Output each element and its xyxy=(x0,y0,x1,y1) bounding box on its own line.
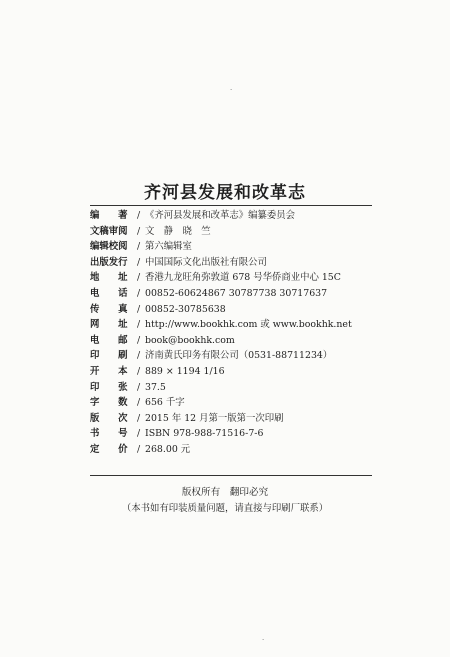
colophon-label: 电 邮 xyxy=(90,334,128,346)
colophon-value: 268.00 元 xyxy=(145,443,191,455)
colophon-value: 889 × 1194 1/16 xyxy=(145,365,225,377)
colophon-value: 第六编辑室 xyxy=(145,241,192,253)
colophon-separator: / xyxy=(137,319,141,331)
colophon-value: 济南黄氏印务有限公司（0531-88711234） xyxy=(145,350,333,362)
scan-dot-bottom: · xyxy=(262,636,265,644)
colophon-label: 电 话 xyxy=(90,287,128,299)
colophon-label: 印 刷 xyxy=(90,350,128,362)
colophon-label: 编辑校阅 xyxy=(90,241,128,253)
colophon-separator: / xyxy=(137,303,141,315)
colophon-row-format xyxy=(90,364,380,380)
scan-dot-top: · xyxy=(230,86,233,94)
copyright-statement: 版权所有 翻印必究 xyxy=(181,487,269,498)
colophon-label: 印 张 xyxy=(90,381,128,393)
colophon-separator: / xyxy=(137,272,141,284)
colophon-row-sheets xyxy=(90,380,380,396)
colophon-label: 定 价 xyxy=(90,443,128,455)
bottom-divider xyxy=(90,475,372,476)
colophon-separator: / xyxy=(137,241,141,253)
quality-notice: （本书如有印装质量问题，请直接与印刷厂联系） xyxy=(121,503,329,514)
colophon-value: 656 千字 xyxy=(145,397,185,409)
colophon-separator: / xyxy=(137,350,141,362)
colophon-separator: / xyxy=(137,210,141,221)
colophon-separator: / xyxy=(137,365,141,377)
colophon-row-wordcount xyxy=(90,395,380,411)
colophon-separator: / xyxy=(137,334,141,346)
colophon-label: 版 次 xyxy=(90,412,128,424)
colophon-label: 出版发行 xyxy=(90,256,128,268)
colophon-row-phone xyxy=(90,286,380,302)
colophon-separator: / xyxy=(137,412,141,424)
colophon-row-website xyxy=(90,317,380,333)
colophon-row-edition xyxy=(90,411,380,427)
colophon-list xyxy=(90,208,380,458)
colophon-row-isbn xyxy=(90,426,380,442)
colophon-separator: / xyxy=(137,225,141,237)
colophon-row-editor xyxy=(90,239,380,255)
colophon-value: 37.5 xyxy=(145,381,166,393)
colophon-label: 地 址 xyxy=(90,272,128,284)
colophon-label: 书 号 xyxy=(90,428,128,440)
colophon-row-reviewer xyxy=(90,224,380,240)
colophon-separator: / xyxy=(137,397,141,409)
colophon-label: 开 本 xyxy=(90,365,128,377)
colophon-separator: / xyxy=(137,287,141,299)
colophon-row-email xyxy=(90,333,380,349)
colophon-row-fax xyxy=(90,302,380,318)
colophon-value: 中国国际文化出版社有限公司 xyxy=(145,256,267,268)
colophon-separator: / xyxy=(137,428,141,440)
colophon-value: 00852-60624867 30787738 30717637 xyxy=(145,287,328,299)
colophon-separator: / xyxy=(137,381,141,393)
colophon-label: 传 真 xyxy=(90,303,128,315)
colophon-row-address xyxy=(90,270,380,286)
colophon-value: 00852-30785638 xyxy=(145,303,226,315)
colophon-value: ISBN 978-988-71516-7-6 xyxy=(145,428,264,440)
colophon-value: 《齐河县发展和改革志》编纂委员会 xyxy=(145,210,296,221)
colophon-value: 文 静 晓 竺 xyxy=(145,225,211,237)
top-divider xyxy=(90,205,372,206)
colophon-label: 文稿审阅 xyxy=(90,225,128,237)
book-title: 齐河县发展和改革志 xyxy=(144,183,306,203)
colophon-label: 字 数 xyxy=(90,397,128,409)
colophon-row-publisher xyxy=(90,255,380,271)
colophon-value: book@bookhk.com xyxy=(145,334,235,346)
colophon-value: 香港九龙旺角弥敦道 678 号华侨商业中心 15C xyxy=(145,272,341,284)
colophon-separator: / xyxy=(137,443,141,455)
colophon-row-author xyxy=(90,208,380,224)
colophon-label: 编 著 xyxy=(90,210,128,221)
colophon-separator: / xyxy=(137,256,141,268)
colophon-value: http://www.bookhk.com 或 www.bookhk.net xyxy=(145,319,352,331)
colophon-label: 网 址 xyxy=(90,319,128,331)
colophon-value: 2015 年 12 月第一版第一次印刷 xyxy=(145,412,284,424)
colophon-row-printer xyxy=(90,348,380,364)
colophon-row-price xyxy=(90,442,380,458)
